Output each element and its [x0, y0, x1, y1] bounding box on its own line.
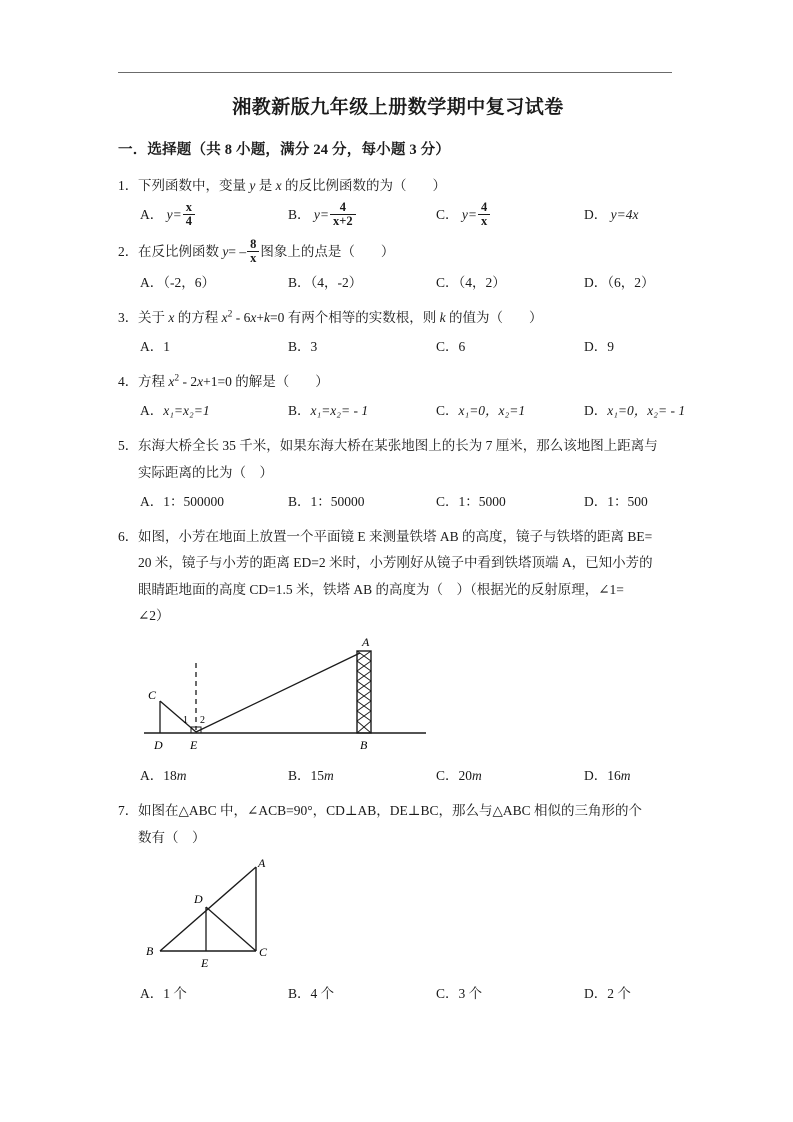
- question-6-line-3: 眼睛距地面的高度 CD=1.5 米，铁塔 AB 的高度为（ ）（根据光的反射原理，∠1=: [138, 581, 624, 597]
- question-7-line-1: 如图在△ABC 中，∠ACB=90°，CD⊥AB，DE⊥BC，那么与△ABC 相似的三角形的个: [138, 803, 643, 819]
- option-d-text: x₁=0，x₂= - 1: [607, 403, 686, 419]
- label-c: C: [259, 944, 268, 959]
- option-a-label: A．: [140, 494, 164, 510]
- question-4-number: 4．: [118, 374, 139, 390]
- option-b-label: B．: [288, 985, 311, 1001]
- fraction-denominator: x: [250, 251, 257, 266]
- option-a-label: A．: [140, 339, 164, 355]
- option-a-label: A．: [140, 985, 164, 1001]
- question-4-options: [118, 397, 686, 424]
- question-7-number: 7．: [118, 803, 139, 819]
- option-b-label: B．: [288, 768, 311, 784]
- option-d-label: D．: [584, 403, 608, 419]
- option-b-label: B．: [288, 339, 311, 355]
- option-c-text: x₁=0，x₂=1: [458, 403, 526, 419]
- option-d[interactable]: [584, 397, 694, 424]
- question-6-line-2: 20 米，镜子与小芳的距离 ED=2 米时，小芳刚好从镜子中看到铁塔顶端 A，已知小芳的: [138, 555, 653, 571]
- page-content: [118, 95, 686, 1016]
- fraction: [183, 201, 195, 229]
- option-a[interactable]: [140, 201, 288, 230]
- option-a-text: x₁=x₂=1: [163, 403, 210, 419]
- question-7-stem: [118, 798, 678, 851]
- option-c-text: 1：5000: [458, 494, 506, 510]
- option-b-text: 4 个: [310, 985, 335, 1001]
- page-title: 湘教新版九年级上册数学期中复习试卷: [232, 97, 564, 118]
- option-d[interactable]: [584, 762, 694, 789]
- question-3-stem: [118, 305, 678, 331]
- stem-end: ）: [380, 243, 395, 259]
- option-a-expr: y=: [166, 206, 182, 222]
- option-a-label: A．: [140, 768, 164, 784]
- option-a-text: 1 个: [163, 985, 187, 1001]
- option-b-unit: m: [324, 768, 334, 784]
- option-c[interactable]: [436, 333, 584, 360]
- question-2-options: [118, 269, 678, 296]
- fraction-denominator: 4: [185, 214, 192, 229]
- option-b[interactable]: [288, 269, 436, 296]
- option-c[interactable]: [436, 201, 584, 230]
- option-c[interactable]: [436, 269, 584, 296]
- option-b-label: B．: [288, 274, 311, 290]
- triangle-similarity-diagram: [138, 855, 438, 973]
- question-3: [118, 305, 678, 360]
- option-a-text: 1: [163, 339, 170, 355]
- option-a-text: 1：500000: [163, 494, 224, 510]
- option-d-expr: y=4x: [610, 206, 639, 222]
- option-c[interactable]: [436, 980, 584, 1007]
- option-d-text: （6，2）: [607, 274, 655, 290]
- option-b-expr: y=: [313, 206, 329, 222]
- option-c-label: C．: [436, 768, 459, 784]
- option-c[interactable]: [436, 397, 584, 424]
- option-d-label: D．: [584, 768, 608, 784]
- fraction: [330, 201, 356, 229]
- option-d[interactable]: [584, 269, 694, 296]
- option-d-label: D．: [584, 206, 608, 222]
- question-7-line-2: 数有（ ）: [138, 829, 206, 845]
- var-y: y: [249, 177, 256, 193]
- question-4-stem: [118, 369, 678, 395]
- option-a-label: A．: [140, 206, 164, 222]
- option-c-label: C．: [436, 494, 459, 510]
- mirror-tower-diagram: [138, 633, 438, 755]
- question-6-stem: [118, 524, 678, 629]
- label-c: C: [148, 688, 157, 703]
- question-1-text: 下列函数中，变量 y 是 x 的反比例函数的为（ ）: [138, 177, 446, 193]
- question-4: [118, 369, 686, 424]
- option-a-label: A．: [140, 274, 164, 290]
- question-3-number: 3．: [118, 309, 139, 325]
- option-a-text: （-2，6）: [163, 274, 215, 290]
- option-b-text: 15: [310, 768, 325, 784]
- label-b: B: [360, 738, 368, 753]
- question-6: [118, 524, 678, 789]
- option-a[interactable]: [140, 397, 288, 424]
- segment-cd: [206, 907, 256, 951]
- label-d: D: [194, 891, 203, 906]
- fraction-denominator: x: [481, 214, 488, 229]
- option-d[interactable]: [584, 201, 694, 228]
- option-c-label: C．: [436, 206, 459, 222]
- reflected-ray-ea: [196, 653, 360, 732]
- option-c-text: （4，2）: [458, 274, 506, 290]
- question-2-text: [138, 236, 395, 266]
- question-2: [118, 236, 678, 296]
- var-y: y: [222, 243, 229, 259]
- fraction-numerator: 4: [478, 201, 490, 216]
- header-rule: [118, 72, 672, 73]
- question-1-number: 1．: [118, 177, 139, 193]
- option-b-label: B．: [288, 206, 311, 222]
- equals-sign: = –: [228, 243, 247, 259]
- option-b[interactable]: [288, 980, 436, 1007]
- option-d-unit: m: [620, 768, 631, 784]
- option-b-text: 3: [310, 339, 318, 355]
- option-b-text: x₁=x₂= - 1: [310, 403, 369, 419]
- option-c-unit: m: [472, 768, 482, 784]
- option-b[interactable]: [288, 333, 436, 360]
- fraction: [247, 238, 259, 266]
- option-b[interactable]: [288, 397, 436, 424]
- option-d-text: 9: [607, 339, 614, 355]
- option-c[interactable]: [436, 488, 584, 515]
- label-d: D: [154, 738, 163, 753]
- question-6-number: 6．: [118, 529, 139, 545]
- option-c-text: 20: [458, 768, 473, 784]
- question-2-number: 2．: [118, 243, 139, 259]
- var-x: x: [275, 177, 282, 193]
- question-2-stem: [118, 236, 678, 267]
- option-c-label: C．: [436, 274, 459, 290]
- fraction-denominator: x+2: [333, 214, 353, 229]
- question-7-options: [118, 980, 678, 1007]
- option-d-text: 2 个: [607, 985, 631, 1001]
- label-a: A: [258, 855, 266, 870]
- option-c[interactable]: [436, 762, 584, 789]
- label-b: B: [146, 943, 154, 958]
- option-d-text: 1：500: [607, 494, 648, 510]
- option-b-text: 1：50000: [310, 494, 365, 510]
- option-a[interactable]: [140, 269, 288, 296]
- question-5-stem: [118, 433, 678, 486]
- option-d-label: D．: [584, 339, 608, 355]
- question-5-options: [118, 488, 678, 515]
- stem-prefix: 在反比例函数: [138, 243, 223, 259]
- option-a-unit: m: [176, 768, 187, 784]
- option-b[interactable]: [288, 488, 436, 515]
- option-c-expr: y=: [461, 206, 477, 222]
- option-d-text: 16: [607, 768, 621, 784]
- question-5: [118, 433, 678, 515]
- option-a[interactable]: [140, 333, 288, 360]
- option-d[interactable]: [584, 333, 694, 360]
- option-d-label: D．: [584, 985, 608, 1001]
- option-b-label: B．: [288, 494, 311, 510]
- option-a[interactable]: [140, 488, 288, 515]
- label-e: E: [190, 738, 198, 753]
- label-a: A: [362, 635, 370, 650]
- question-6-line-4: ∠2）: [138, 608, 170, 623]
- fraction-numerator: x: [183, 201, 195, 216]
- option-b[interactable]: [288, 762, 436, 789]
- question-7: [118, 798, 678, 1007]
- fraction-numerator: 4: [330, 201, 356, 216]
- option-c-label: C．: [436, 403, 459, 419]
- option-d[interactable]: [584, 980, 694, 1007]
- option-c-text: 3 个: [458, 985, 483, 1001]
- option-c-label: C．: [436, 985, 459, 1001]
- fraction: [478, 201, 490, 229]
- question-6-figure: [118, 633, 678, 760]
- option-b-label: B．: [288, 403, 311, 419]
- question-4-text: 方程 $x^2 - 2x+1=0$ 的解是（ ）: [138, 373, 329, 390]
- question-3-text: 关于 x 的方程 $x^2 - 6x+k=0$ 有两个相等的实数根，则 k 的值为（ ）: [138, 309, 543, 325]
- label-e: E: [201, 955, 209, 970]
- option-a-text: 18: [163, 768, 177, 784]
- option-b-text: （4，-2）: [310, 274, 363, 290]
- option-a[interactable]: [140, 980, 288, 1007]
- option-d[interactable]: [584, 488, 694, 515]
- question-1: [118, 173, 678, 230]
- question-7-figure: [118, 855, 678, 978]
- question-1-options: [118, 201, 678, 230]
- option-c-label: C．: [436, 339, 459, 355]
- tower-lattice-hatching: [357, 651, 371, 733]
- question-3-options: [118, 333, 678, 360]
- label-angle-2: 2: [200, 715, 205, 727]
- option-b[interactable]: [288, 201, 436, 230]
- option-c-text: 6: [458, 339, 466, 355]
- stem-suffix: 图象上的点是（: [260, 243, 355, 259]
- option-a-label: A．: [140, 403, 164, 419]
- question-1-stem: [118, 173, 678, 199]
- option-d-label: D．: [584, 274, 608, 290]
- question-5-line-2: 实际距离的比为（ ）: [138, 464, 273, 480]
- section-heading: 一．选择题（共 8 小题，满分 24 分，每小题 3 分）: [118, 141, 451, 158]
- label-angle-1: 1: [183, 715, 188, 727]
- fraction-numerator: 8: [247, 238, 259, 253]
- question-6-options: [118, 762, 678, 789]
- question-5-line-1: 东海大桥全长 35 千米，如果东海大桥在某张地图上的长为 7 厘米，那么该地图上距离与: [138, 438, 658, 454]
- question-6-line-1: 如图，小芳在地面上放置一个平面镜 E 来测量铁塔 AB 的高度，镜子与铁塔的距离 BE=: [138, 529, 653, 545]
- option-a[interactable]: [140, 762, 288, 789]
- question-5-number: 5．: [118, 438, 139, 454]
- option-d-label: D．: [584, 494, 608, 510]
